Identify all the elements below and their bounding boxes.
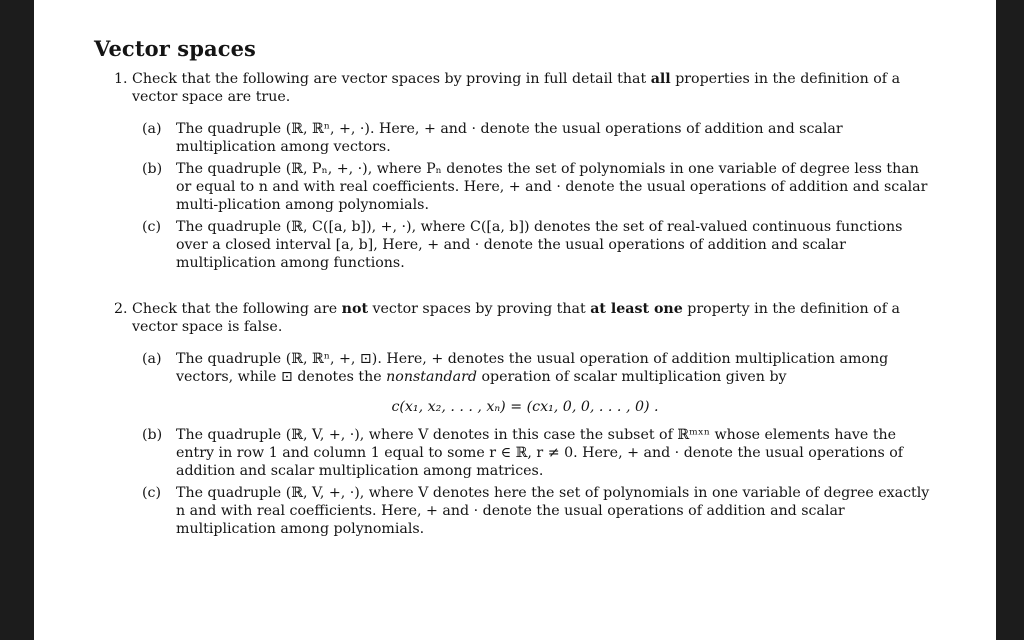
subitem-text: The quadruple (ℝ, C([a, b]), +, ·), where C([a, b]) denotes the set of real-valued continuous functions over a closed interval [a, b], Here, + and · denote the usual operations of addition and scalar multiplication among functions.: [176, 219, 903, 271]
intro-emphasis: not: [341, 301, 369, 317]
subitems: [142, 120, 934, 272]
problem-intro: [132, 70, 934, 106]
subitem-a: [142, 120, 934, 156]
subitem-text: operation of scalar multiplication given by: [476, 369, 787, 385]
intro-text: Check that the following are: [132, 301, 342, 317]
subitem-b: [142, 426, 934, 480]
subitem-text: The quadruple (ℝ, Pₙ, +, ·), where Pₙ denotes the set of polynomials in one variable of degree less than or equal to n and with real coefficients. Here, + and · denote the usual operations of addition and scalar multi-plication among polynomials.: [176, 161, 928, 213]
section-title: Vector spaces: [94, 36, 256, 61]
subitem-label: (c): [142, 219, 162, 235]
display-equation: c(x₁, x₂, . . . , xₙ) = (cx₁, 0, 0, . . . , 0) .: [391, 399, 659, 415]
intro-text: vector spaces by proving that: [368, 301, 591, 317]
page-content: [94, 36, 934, 550]
subitem-a: [142, 350, 934, 416]
subitem-emphasis: nonstandard: [386, 369, 477, 385]
intro-emphasis: all: [650, 71, 671, 87]
subitem-b: [142, 160, 934, 214]
subitem-c: [142, 484, 934, 538]
subitem-text: The quadruple (ℝ, V, +, ·), where V denotes in this case the subset of ℝᵐˣⁿ whose elements have the entry in row 1 and column 1 equal to some r ∈ ℝ, r ≠ 0. Here, + and · denote the usual operations of addition and scalar multiplication among matrices.: [176, 427, 904, 479]
subitem-text: The quadruple (ℝ, ℝⁿ, +, ·). Here, + and · denote the usual operations of addition and scalar multiplication among vectors.: [176, 121, 843, 155]
problem-number: 2.: [114, 301, 128, 317]
intro-emphasis: at least one: [590, 301, 683, 317]
right-margin-bar: [996, 0, 1024, 640]
intro-text: properties in the definition of a vector space are true.: [132, 71, 901, 105]
intro-text: Check that the following are vector spaces by proving in full detail that: [132, 71, 651, 87]
subitem-text: The quadruple (ℝ, ℝⁿ, +, ⊡). Here, + denotes the usual operation of addition multiplication among vectors, while ⊡ denotes the: [176, 351, 889, 385]
subitem-label: (a): [142, 121, 162, 137]
subitems: [142, 350, 934, 538]
subitem-label: (a): [142, 351, 162, 367]
intro-text: property in the definition of a vector space is false.: [132, 301, 900, 335]
document-page: [34, 0, 996, 640]
left-margin-bar: [0, 0, 34, 640]
subitem-c: [142, 218, 934, 272]
spacer: [94, 284, 934, 300]
subitem-label: (c): [142, 485, 162, 501]
problem-2: [94, 300, 934, 538]
subitem-label: (b): [142, 161, 163, 177]
subitem-text: The quadruple (ℝ, V, +, ·), where V denotes here the set of polynomials in one variable of degree exactly n and with real coefficients. Here, + and · denote the usual operations of addition and scalar multiplication among polynomials.: [176, 485, 930, 537]
problem-number: 1.: [114, 71, 128, 87]
problem-intro: [132, 300, 934, 336]
subitem-label: (b): [142, 427, 163, 443]
problem-1: [94, 70, 934, 272]
